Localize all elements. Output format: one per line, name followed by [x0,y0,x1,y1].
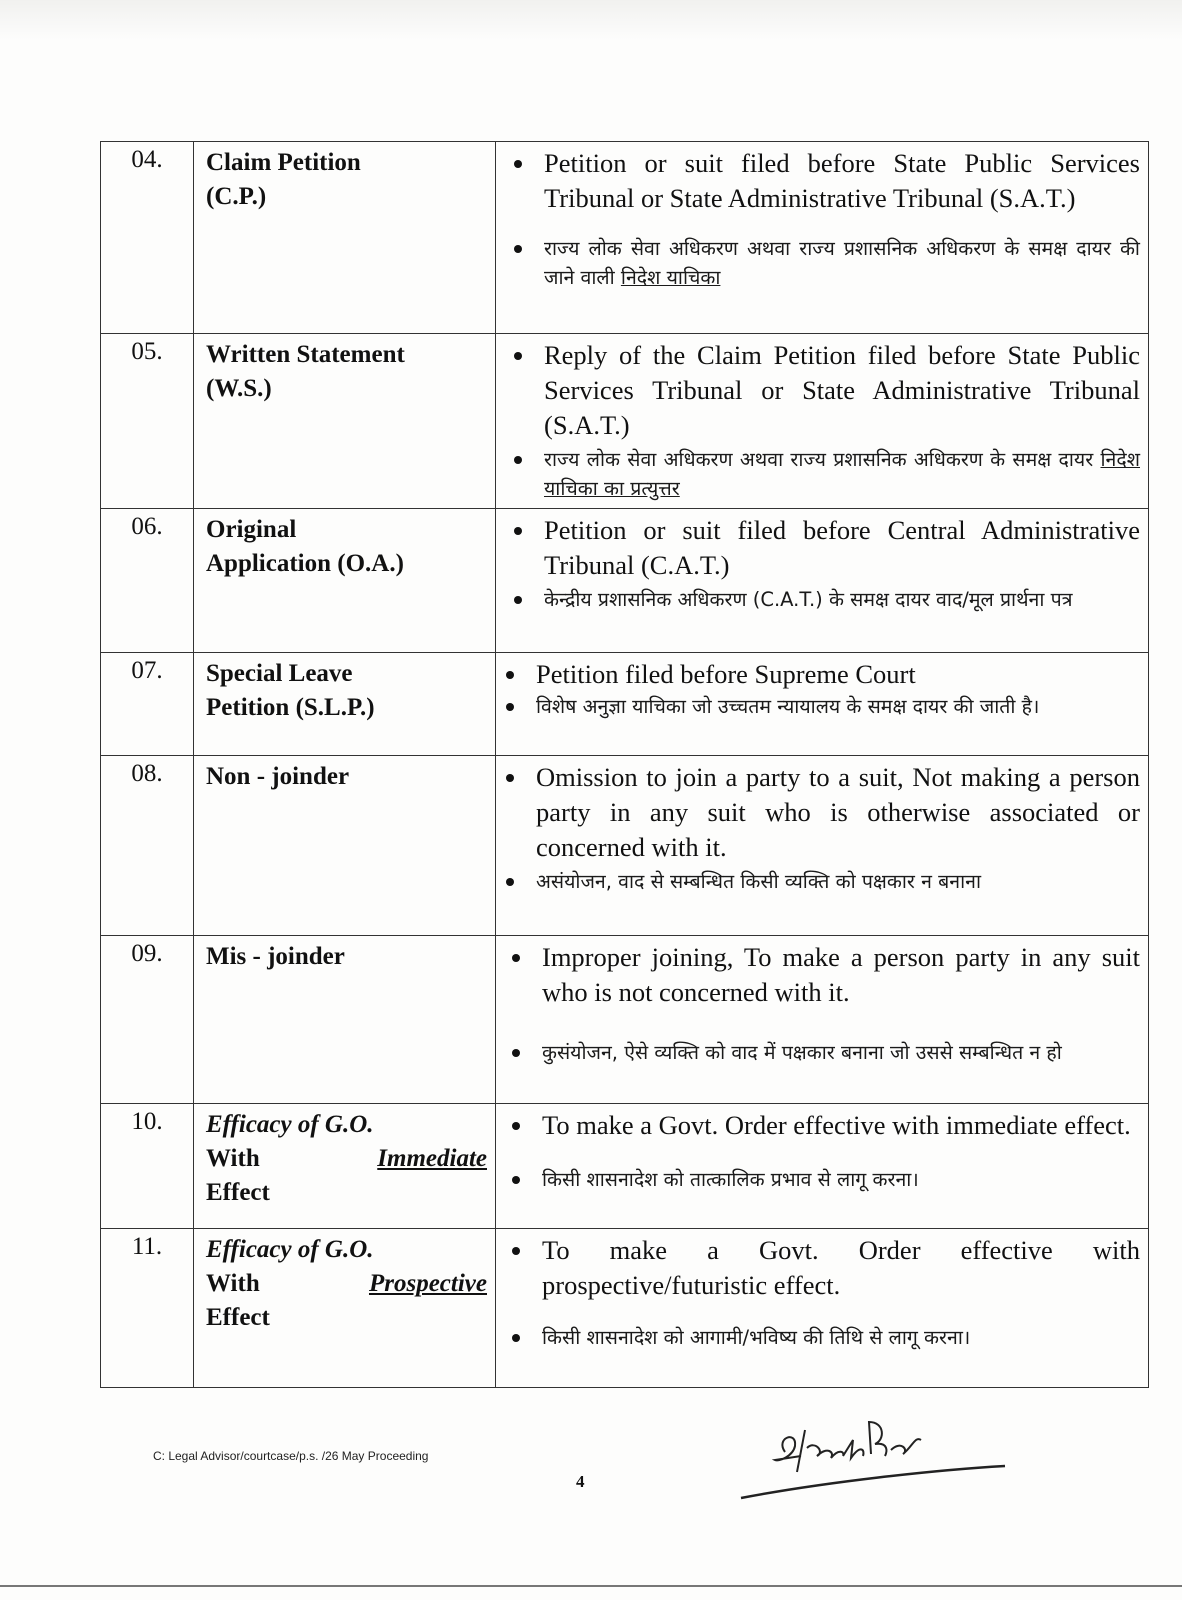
term-line: Claim Petition [206,149,361,176]
table-row [101,142,1149,334]
description-cell [496,756,1149,936]
term-line: (C.P.) [206,183,267,210]
term-with: With [206,1145,260,1172]
english-definition: Petition or suit filed before Central Administrative Tribunal (C.A.T.) [544,513,1140,583]
term-line: Effect [206,1179,270,1206]
description-cell [496,142,1149,334]
term-line: (W.S.) [206,375,272,402]
term-line: Written Statement [206,341,405,368]
term-line: Effect [206,1304,270,1331]
term-line: Application (O.A.) [206,550,404,577]
hindi-text: राज्य लोक सेवा अधिकरण अथवा राज्य प्रशासनिक अधिकरण के समक्ष दायर की जाने वाली [544,237,1140,289]
hindi-underlined: निदेश याचिका का प्रत्युत्तर [544,448,1140,500]
term-line: Efficacy of G.O. [206,1236,374,1263]
row-number: 10. [101,1104,194,1229]
term-cell [194,936,496,1104]
term-line [206,1267,487,1301]
english-definition: Petition or suit filed before State Public Services Tribunal or State Administrative Tribunal (S.A.T.) [544,146,1140,216]
term-cell [194,1104,496,1229]
hindi-definition: विशेष अनुज्ञा याचिका जो उच्चतम न्यायालय के समक्ष दायर की जाती है। [536,692,1140,721]
hindi-definition [544,234,1140,292]
table-row [101,756,1149,936]
hindi-definition: असंयोजन, वाद से सम्बन्धित किसी व्यक्ति को पक्षकार न बनाना [536,867,1140,896]
row-number: 08. [101,756,194,936]
row-number: 09. [101,936,194,1104]
row-number: 06. [101,509,194,653]
hindi-text: राज्य लोक सेवा अधिकरण अथवा राज्य प्रशासनिक अधिकरण के समक्ष दायर [544,448,1101,471]
term-cell [194,334,496,509]
row-number: 05. [101,334,194,509]
english-definition: To make a Govt. Order effective with immediate effect. [542,1108,1140,1143]
description-cell [496,936,1149,1104]
term-cell [194,142,496,334]
hindi-definition: केन्द्रीय प्रशासनिक अधिकरण (C.A.T.) के समक्ष दायर वाद/मूल प्रार्थना पत्र [544,585,1140,614]
signature-icon [735,1400,1015,1510]
term-line: Original [206,516,297,543]
term-cell [194,653,496,756]
hindi-definition: कुसंयोजन, ऐसे व्यक्ति को वाद में पक्षकार बनाना जो उससे सम्बन्धित न हो [542,1038,1140,1067]
term-line: Efficacy of G.O. [206,1111,374,1138]
row-number: 04. [101,142,194,334]
english-definition: To make a Govt. Order effective with prospective/futuristic effect. [542,1233,1140,1303]
page-number: 4 [576,1472,585,1491]
term-with: With [206,1270,260,1297]
description-cell [496,334,1149,509]
term-cell [194,1229,496,1388]
hindi-definition: किसी शासनादेश को तात्कालिक प्रभाव से लागू करना। [542,1165,1140,1194]
term-line: Mis - joinder [206,943,345,970]
term-line: Non - joinder [206,763,350,790]
description-cell [496,509,1149,653]
page-edge-line [0,1585,1182,1587]
description-cell [496,653,1149,756]
description-cell [496,1229,1149,1388]
term-kind: Prospective [368,1270,487,1297]
table-row [101,1229,1149,1388]
term-kind: Immediate [377,1145,487,1172]
scan-shade [0,0,1182,40]
table-row [101,509,1149,653]
description-cell [496,1104,1149,1229]
hindi-definition [544,445,1140,503]
english-definition: Petition filed before Supreme Court [536,657,1140,692]
hindi-definition: किसी शासनादेश को आगामी/भविष्य की तिथि से लागू करना। [542,1323,1140,1352]
footer-file-path: C: Legal Advisor/courtcase/p.s. /26 May Proceeding [153,1449,429,1463]
row-number: 11. [101,1229,194,1388]
table-row [101,653,1149,756]
english-definition: Omission to join a party to a suit, Not making a person party in any suit who is otherwise associated or concerned with it. [536,760,1140,865]
term-line: Special Leave [206,660,353,687]
row-number: 07. [101,653,194,756]
english-definition: Reply of the Claim Petition filed before State Public Services Tribunal or State Administrative Tribunal (S.A.T.) [544,338,1140,443]
legal-terms-table [100,141,1149,1388]
hindi-underlined: निदेश याचिका [620,266,721,289]
term-line [206,1142,487,1176]
table-row [101,1104,1149,1229]
term-cell [194,756,496,936]
table-row [101,334,1149,509]
english-definition: Improper joining, To make a person party in any suit who is not concerned with it. [542,940,1140,1010]
table-row [101,936,1149,1104]
term-line: Petition (S.L.P.) [206,694,375,721]
term-cell [194,509,496,653]
